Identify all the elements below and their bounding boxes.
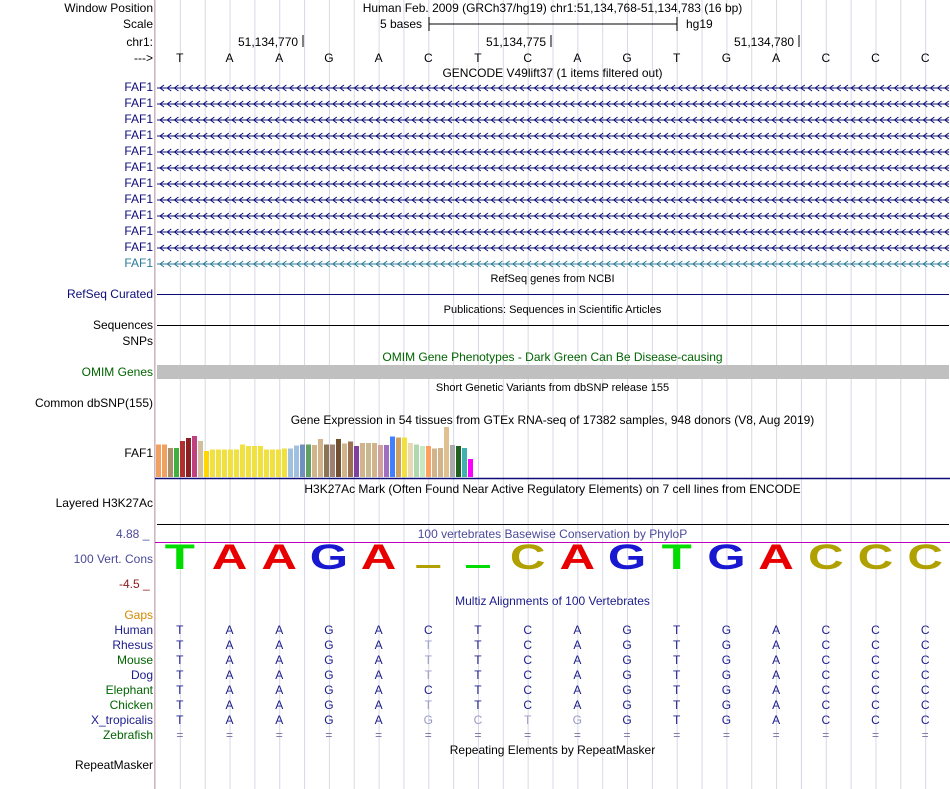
gtex-bar: [408, 443, 413, 477]
gtex-bar: [444, 427, 449, 477]
multiz-base: G: [622, 653, 632, 667]
multiz-species-label[interactable]: Elephant: [105, 683, 153, 697]
multiz-base: T: [523, 713, 532, 727]
conservation-base-letter: T: [164, 537, 195, 578]
conservation-base-letter: A: [211, 537, 248, 578]
multiz-base: T: [424, 653, 432, 667]
gencode-gene-label[interactable]: FAF1: [124, 144, 153, 158]
gtex-bar: [324, 445, 329, 478]
publications-track-title: Publications: Sequences in Scientific Articles: [443, 304, 662, 316]
multiz-base: T: [474, 653, 482, 667]
multiz-base: T: [176, 638, 184, 652]
multiz-base: T: [424, 638, 432, 652]
gtex-bar: [318, 439, 323, 477]
multiz-base: G: [622, 623, 632, 637]
multiz-base: G: [423, 713, 433, 727]
multiz-base: C: [523, 653, 532, 667]
conservation-base-letter: G: [309, 537, 349, 578]
multiz-base: C: [871, 713, 880, 727]
multiz-base: T: [176, 653, 184, 667]
gtex-bar: [462, 448, 467, 477]
ruler-ticks: [300, 33, 810, 49]
gtex-bar-chart[interactable]: [155, 426, 950, 480]
gtex-bar: [378, 445, 383, 477]
multiz-base: =: [524, 728, 532, 742]
sequence-base: A: [225, 51, 234, 65]
multiz-base: A: [275, 653, 284, 667]
gaps-label[interactable]: Gaps: [124, 608, 153, 622]
multiz-species-label[interactable]: Chicken: [109, 698, 153, 712]
gtex-bar: [456, 446, 461, 477]
gtex-bar: [384, 445, 389, 477]
multiz-base: C: [523, 698, 532, 712]
gencode-transcript[interactable]: [157, 211, 949, 221]
gencode-transcript[interactable]: [157, 179, 949, 189]
multiz-base: C: [871, 623, 880, 637]
multiz-base: G: [622, 713, 632, 727]
multiz-base: C: [523, 623, 532, 637]
multiz-base: A: [275, 713, 284, 727]
multiz-base: G: [721, 683, 732, 697]
refseq-track-title: RefSeq genes from NCBI: [490, 273, 615, 285]
multiz-species-label[interactable]: X_tropicalis: [90, 713, 153, 727]
dbsnp-label[interactable]: Common dbSNP(155): [34, 396, 153, 410]
gtex-bar: [360, 443, 365, 477]
ruler-tick-label: 51,134,775: [486, 35, 547, 49]
chrom-label: chr1:: [126, 35, 153, 49]
gencode-transcript[interactable]: [157, 99, 949, 109]
conservation-base-letter: C: [907, 537, 943, 578]
multiz-base: T: [474, 668, 482, 682]
multiz-base: A: [225, 638, 234, 652]
multiz-base: C: [920, 713, 930, 727]
multiz-base: A: [573, 668, 582, 682]
gtex-bar: [270, 450, 275, 478]
multiz-base: T: [474, 683, 482, 697]
gtex-bar: [420, 446, 425, 477]
multiz-base: A: [374, 623, 383, 637]
gencode-transcript[interactable]: [157, 147, 949, 157]
multiz-base: C: [821, 668, 831, 682]
multiz-base: A: [225, 713, 234, 727]
multiz-base: T: [673, 638, 681, 652]
multiz-base: C: [821, 638, 831, 652]
gtex-bar: [342, 444, 347, 478]
multiz-base: T: [176, 668, 184, 682]
multiz-base: A: [772, 623, 781, 637]
window-position-label: Window Position: [64, 1, 153, 15]
multiz-base: A: [374, 653, 383, 667]
multiz-base: G: [324, 683, 334, 697]
gtex-bar: [216, 450, 221, 478]
sequence-base: A: [374, 51, 383, 65]
ruler-tick-label: 51,134,770: [238, 35, 299, 49]
gtex-bar: [468, 459, 473, 477]
multiz-base: T: [176, 713, 184, 727]
gencode-gene-label[interactable]: FAF1: [124, 192, 153, 206]
gtex-bar: [168, 448, 173, 477]
multiz-base: C: [871, 683, 880, 697]
gtex-bar: [228, 450, 233, 478]
multiz-base: G: [721, 668, 732, 682]
multiz-base: G: [721, 653, 732, 667]
gtex-bar: [180, 441, 185, 477]
multiz-base: T: [673, 623, 681, 637]
multiz-base: =: [424, 728, 432, 742]
gtex-bar: [372, 443, 377, 477]
gtex-bar: [354, 446, 359, 477]
multiz-base: A: [772, 698, 781, 712]
multiz-base: A: [225, 683, 234, 697]
conservation-track-title: 100 vertebrates Basewise Conservation by PhyloP: [417, 527, 688, 541]
gtex-bar: [192, 436, 197, 477]
omim-track-title: OMIM Gene Phenotypes - Dark Green Can Be Disease-causing: [382, 350, 723, 364]
multiz-base: T: [176, 623, 184, 637]
sequence-base: T: [673, 51, 681, 65]
multiz-base: T: [176, 683, 184, 697]
conservation-base-letter: A: [559, 537, 596, 578]
gtex-bar: [312, 445, 317, 477]
multiz-base: A: [374, 638, 383, 652]
gencode-transcript[interactable]: [157, 83, 949, 93]
gtex-bar: [366, 443, 371, 477]
conservation-base-letter: A: [758, 537, 794, 578]
multiz-base: A: [772, 653, 781, 667]
gtex-bar: [414, 445, 419, 478]
multiz-base: T: [474, 698, 482, 712]
gencode-transcript[interactable]: [157, 131, 949, 141]
gencode-gene-label[interactable]: FAF1: [124, 240, 153, 254]
gencode-gene-label[interactable]: FAF1: [124, 176, 153, 190]
multiz-base: A: [374, 713, 383, 727]
conservation-logo[interactable]: [155, 537, 950, 595]
multiz-base: =: [623, 728, 631, 742]
conservation-base-letter: T: [661, 537, 692, 578]
gencode-transcript[interactable]: [157, 259, 949, 269]
gencode-transcript[interactable]: [157, 195, 949, 205]
multiz-base: =: [474, 728, 482, 742]
gtex-bar: [258, 446, 263, 477]
sequence-base: T: [474, 51, 482, 65]
multiz-base: T: [673, 668, 681, 682]
multiz-base: C: [821, 713, 831, 727]
multiz-base: C: [920, 683, 930, 697]
gtex-bar: [294, 446, 299, 478]
multiz-base: A: [772, 683, 781, 697]
conservation-low-score: [466, 565, 490, 568]
multiz-base: C: [871, 653, 880, 667]
multiz-base: =: [176, 728, 184, 742]
multiz-base: C: [821, 683, 831, 697]
sequence-base: C: [920, 51, 930, 65]
multiz-base: C: [423, 683, 433, 697]
multiz-base: =: [772, 728, 780, 742]
conservation-base-letter: A: [261, 537, 298, 578]
multiz-base: A: [225, 698, 234, 712]
multiz-base: G: [324, 623, 334, 637]
gtex-bar: [156, 445, 161, 478]
gencode-transcript[interactable]: [157, 227, 949, 237]
multiz-base: A: [225, 668, 234, 682]
conservation-base-letter: G: [607, 537, 647, 578]
snps-label[interactable]: SNPs: [122, 334, 153, 348]
multiz-base: A: [573, 623, 582, 637]
multiz-base: G: [721, 623, 732, 637]
gencode-gene-label[interactable]: FAF1: [124, 80, 153, 94]
multiz-base: =: [673, 728, 681, 742]
gencode-gene-label[interactable]: FAF1: [124, 128, 153, 142]
multiz-base: =: [921, 728, 929, 742]
gtex-bar: [234, 450, 239, 478]
assembly-label: hg19: [686, 17, 713, 31]
multiz-base: G: [324, 698, 334, 712]
multiz-base: G: [721, 638, 732, 652]
gtex-bar: [426, 446, 431, 477]
repeatmasker-track-title: Repeating Elements by RepeatMasker: [449, 743, 656, 757]
gencode-transcript[interactable]: [157, 163, 949, 173]
multiz-base: C: [821, 653, 831, 667]
repeatmasker-label[interactable]: RepeatMasker: [74, 758, 153, 772]
multiz-base: G: [324, 638, 334, 652]
multiz-base: T: [673, 653, 681, 667]
sequence-base: G: [721, 51, 732, 65]
gtex-bar: [336, 439, 341, 477]
multiz-base: T: [424, 668, 432, 682]
gtex-bar: [438, 448, 443, 477]
multiz-base: C: [821, 623, 831, 637]
conservation-ymax: 4.88 _: [116, 527, 150, 541]
multiz-base: C: [920, 668, 930, 682]
window-position-text: Human Feb. 2009 (GRCh37/hg19) chr1:51,134,768-51,134,783 (16 bp): [362, 1, 743, 15]
multiz-base: A: [573, 683, 582, 697]
multiz-base: G: [324, 713, 334, 727]
sequence-base: G: [324, 51, 334, 65]
gtex-label[interactable]: FAF1: [124, 446, 153, 460]
multiz-base: =: [375, 728, 383, 742]
multiz-track-title: Multiz Alignments of 100 Vertebrates: [455, 594, 650, 608]
multiz-base: G: [324, 668, 334, 682]
multiz-base: =: [871, 728, 879, 742]
gtex-bar: [222, 450, 227, 478]
sequence-base: G: [622, 51, 632, 65]
multiz-base: A: [225, 653, 234, 667]
sequence-base: C: [821, 51, 831, 65]
gtex-bar: [402, 438, 407, 478]
multiz-base: G: [622, 638, 632, 652]
gtex-bar: [432, 449, 437, 478]
gtex-bar: [450, 445, 455, 477]
multiz-base: C: [523, 638, 532, 652]
conservation-base-letter: C: [807, 537, 844, 578]
multiz-species-label[interactable]: Dog: [130, 668, 153, 682]
gtex-bar: [198, 441, 203, 477]
gtex-bar: [264, 450, 269, 478]
multiz-base: =: [573, 728, 581, 742]
sequences-label[interactable]: Sequences: [92, 318, 153, 332]
multiz-base: T: [673, 698, 681, 712]
multiz-base: C: [920, 638, 930, 652]
multiz-base: C: [920, 698, 930, 712]
gtex-bar: [174, 448, 179, 477]
multiz-base: C: [871, 638, 880, 652]
omim-bar[interactable]: [157, 365, 949, 379]
gtex-bar: [396, 438, 401, 478]
conservation-base-letter: C: [857, 537, 894, 578]
gtex-bar: [240, 445, 245, 478]
gtex-bar: [282, 449, 287, 478]
multiz-base: G: [721, 698, 732, 712]
gencode-track-title: GENCODE V49lift37 (1 items filtered out): [442, 66, 663, 80]
multiz-base: C: [473, 713, 483, 727]
sequence-base: T: [176, 51, 184, 65]
conservation-ymin: -4.5 _: [119, 577, 150, 591]
multiz-base: C: [821, 698, 831, 712]
gtex-bar: [204, 451, 209, 477]
sequence-base: A: [573, 51, 582, 65]
gencode-gene-label[interactable]: FAF1: [124, 96, 153, 110]
h3k27ac-label[interactable]: Layered H3K27Ac: [55, 496, 153, 510]
conservation-label[interactable]: 100 Vert. Cons: [73, 552, 153, 566]
gtex-bar: [162, 445, 167, 478]
multiz-base: =: [822, 728, 830, 742]
multiz-base: =: [325, 728, 333, 742]
gencode-gene-label[interactable]: FAF1: [124, 112, 153, 126]
sequence-base: A: [275, 51, 284, 65]
multiz-base: C: [523, 683, 532, 697]
multiz-base: T: [673, 713, 681, 727]
multiz-base: A: [225, 623, 234, 637]
gtex-bar: [276, 450, 281, 478]
multiz-base: G: [572, 713, 583, 727]
ruler-tick-label: 51,134,780: [734, 35, 795, 49]
multiz-base: A: [573, 653, 582, 667]
gtex-bar: [390, 437, 395, 478]
gtex-bar: [288, 449, 293, 478]
publications-line: [157, 325, 949, 326]
multiz-base: A: [573, 698, 582, 712]
strand-label: --->: [134, 51, 153, 65]
conservation-base-letter: A: [360, 537, 397, 578]
conservation-base-letter: C: [509, 537, 546, 578]
multiz-species-label[interactable]: Zebrafish: [102, 728, 153, 742]
gencode-transcript[interactable]: [157, 243, 949, 253]
dbsnp-track-title: Short Genetic Variants from dbSNP release 155: [435, 382, 670, 394]
gencode-gene-label[interactable]: FAF1: [124, 224, 153, 238]
multiz-base: T: [474, 623, 482, 637]
multiz-base: C: [920, 653, 930, 667]
sequence-base: C: [423, 51, 433, 65]
multiz-base: A: [275, 623, 284, 637]
multiz-base: =: [226, 728, 234, 742]
gencode-gene-label[interactable]: FAF1: [124, 208, 153, 222]
multiz-base: T: [176, 698, 184, 712]
multiz-base: G: [622, 683, 632, 697]
multiz-base: G: [622, 698, 632, 712]
multiz-base: T: [474, 638, 482, 652]
multiz-species-label[interactable]: Mouse: [116, 653, 153, 667]
gtex-bar: [330, 445, 335, 478]
multiz-base: A: [275, 698, 284, 712]
h3k27ac-track-title: H3K27Ac Mark (Often Found Near Active Regulatory Elements) on 7 cell lines from ENCODE: [304, 482, 801, 496]
sequence-base: C: [523, 51, 532, 65]
gtex-bar: [306, 445, 311, 478]
gtex-bar: [186, 438, 191, 477]
multiz-base: G: [721, 713, 732, 727]
sequence-base: C: [871, 51, 880, 65]
multiz-base: G: [622, 668, 632, 682]
gtex-bar: [300, 445, 305, 478]
multiz-base: C: [871, 698, 880, 712]
h3k27ac-baseline: [157, 524, 949, 525]
conservation-base-letter: G: [707, 537, 746, 578]
multiz-base: =: [275, 728, 283, 742]
gtex-bar: [246, 446, 251, 477]
gtex-bar: [252, 446, 257, 477]
multiz-base: A: [374, 668, 383, 682]
multiz-base: T: [424, 698, 432, 712]
multiz-base: =: [722, 728, 730, 742]
multiz-base: A: [275, 668, 284, 682]
multiz-base: C: [920, 623, 930, 637]
gtex-track-title: Gene Expression in 54 tissues from GTEx RNA-seq of 17382 samples, 948 donors (V8, Aug 2019): [290, 413, 815, 427]
omim-label[interactable]: OMIM Genes: [81, 365, 153, 379]
multiz-species-label[interactable]: Human: [114, 623, 153, 637]
scale-label: Scale: [122, 17, 153, 31]
sequence-base: A: [772, 51, 781, 65]
scale-bar-text: 5 bases: [380, 17, 423, 31]
multiz-base: C: [871, 668, 880, 682]
conservation-low-score: [416, 565, 440, 568]
refseq-line: [157, 294, 949, 295]
gencode-transcript[interactable]: [157, 115, 949, 125]
multiz-base: T: [673, 683, 681, 697]
multiz-base: A: [275, 683, 284, 697]
multiz-base: A: [374, 683, 383, 697]
multiz-base: A: [573, 638, 582, 652]
multiz-base: A: [374, 698, 383, 712]
multiz-base: A: [772, 668, 781, 682]
multiz-species-label[interactable]: Rhesus: [112, 638, 153, 652]
gtex-bar: [210, 450, 215, 478]
multiz-base: A: [772, 638, 781, 652]
scale-bar: [428, 16, 680, 32]
gtex-bar: [348, 442, 353, 478]
multiz-base: C: [423, 623, 433, 637]
multiz-base: A: [772, 713, 781, 727]
refseq-label[interactable]: RefSeq Curated: [66, 287, 153, 301]
gencode-gene-label[interactable]: FAF1: [124, 160, 153, 174]
multiz-base: G: [324, 653, 334, 667]
gencode-gene-label[interactable]: FAF1: [124, 256, 153, 270]
multiz-base: C: [523, 668, 532, 682]
multiz-base: A: [275, 638, 284, 652]
